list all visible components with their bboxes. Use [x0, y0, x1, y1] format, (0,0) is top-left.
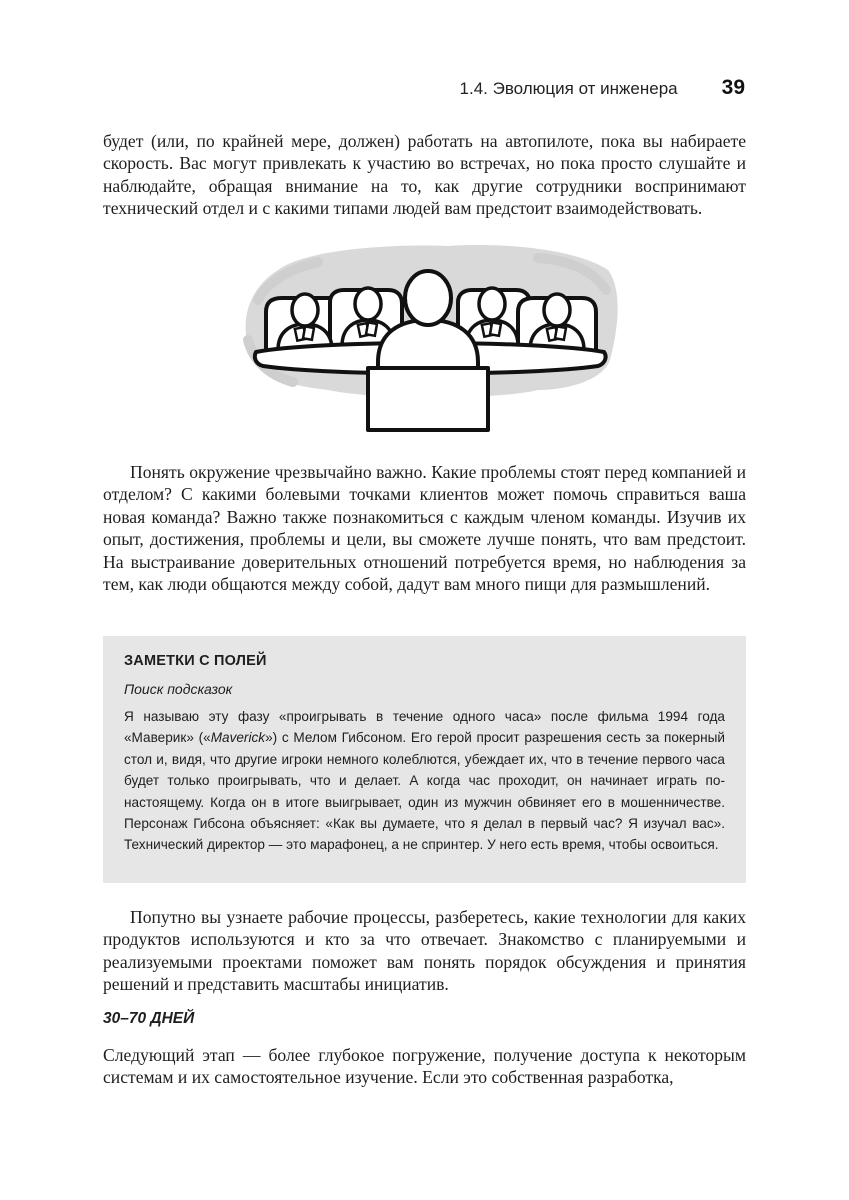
poker-table-illustration: [238, 240, 623, 435]
section-heading: 30–70 ДНЕЙ: [103, 1010, 195, 1027]
sidebar-body-text: ») с Мелом Гибсоном. Его герой просит разрешения сесть за покерный стол и, видя, что другие игроки немного колеблются, убеждает их, что в течение первого часа будет только проигрывать, что и делает. А когда час проходит, он начинает играть по-настоящему. Когда он в итоге выигрывает, один из мужчин обвиняет его в мошенничестве. Персонаж Гибсона объясняет: «Как вы думаете, что я делал в первый час? Я изучал вас». Технический директор — это марафонец, а не спринтер. У него есть время, чтобы освоиться.: [124, 730, 725, 853]
paragraph: Попутно вы узнаете рабочие процессы, разберетесь, какие технологии для каких продуктов используются и кто за что отвечает. Знакомство с планируемыми и реализуемыми проектами поможет вам понять порядок обсуждения и принятия решений и представить масштабы инициатив.: [103, 907, 746, 995]
film-title: Maverick: [210, 730, 266, 746]
sidebar-body-text: Я называю эту фазу «проигрывать в течение одного часа» после фильма 1994 года «Маверик» («: [124, 709, 725, 746]
page-number: 39: [721, 76, 745, 99]
section-title: 1.4. Эволюция от инженера: [459, 79, 678, 98]
sidebar-subtitle: Поиск подсказок: [124, 681, 233, 697]
paragraph: будет (или, по крайней мере, должен) работать на автопилоте, пока вы набираете скорость. Вас могут привлекать к участию во встречах, но пока просто слушайте и наблюдайте, обращая внимание на то, как другие сотрудники воспринимают технический отдел и с какими типами людей вам предстоит взаимодействовать.: [103, 131, 746, 219]
sidebar-title: ЗАМЕТКИ С ПОЛЕЙ: [124, 653, 267, 669]
sidebar-body: [124, 706, 725, 856]
field-notes-sidebar: [103, 636, 746, 883]
running-head: [460, 76, 745, 100]
paragraph: Понять окружение чрезвычайно важно. Какие проблемы стоят перед компанией и отделом? С какими болевыми точками клиентов может помочь справиться ваша новая команда? Важно также познакомиться с каждым членом команды. Изучив их опыт, достижения, проблемы и цели, вы сможете лучше понять, что вам предстоит. На выстраивание доверительных отношений потребуется время, но наблюдения за тем, как люди общаются между собой, дадут вам много пищи для размышлений.: [103, 462, 746, 595]
paragraph: Следующий этап — более глубокое погружение, получение доступа к некоторым системам и их самостоятельное изучение. Если это собственная разработка,: [103, 1045, 746, 1088]
